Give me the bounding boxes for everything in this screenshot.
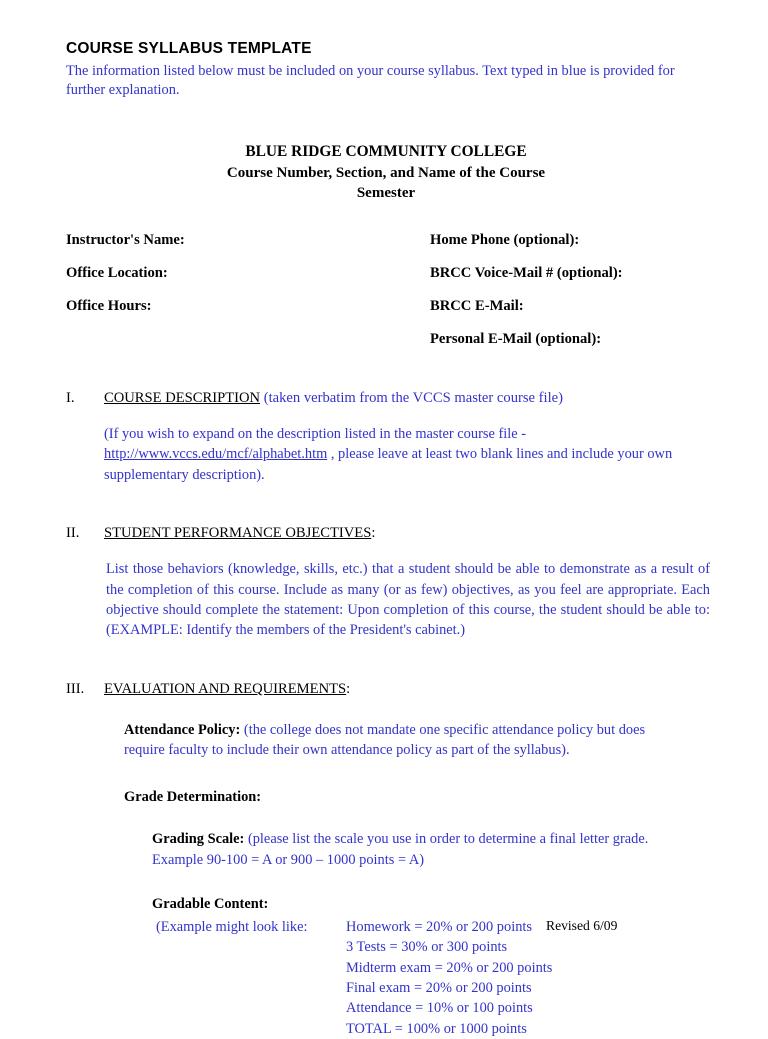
section-i-body-after: , please leave at least two blank lines and include your own supplementary description). [104, 446, 673, 483]
section-heading-iii-text: EVALUATION AND REQUIREMENTS [104, 680, 347, 697]
grading-example-items [346, 917, 706, 1039]
field-instructor-name: Instructor's Name: [66, 231, 185, 248]
vccs-master-course-file-link[interactable]: http://www.vccs.edu/mcf/alphabet.htm [104, 446, 328, 463]
section-i-body-before: (If you wish to expand on the description listed in the master course file - [104, 425, 527, 442]
field-brcc-email: BRCC E-Mail: [430, 297, 524, 314]
attendance-policy-text: (the college does not mandate one specific attendance policy but does require faculty to include their own attendance policy as part of the syllabus). [124, 721, 646, 759]
intro-paragraph: The information listed below must be included on your course syllabus. Text typed in blue is provided for further explanation. [66, 63, 675, 99]
course-line: Course Number, Section, and Name of the Course [226, 164, 546, 181]
section-numeral-i: I. [66, 389, 75, 406]
contact-column-right [430, 232, 623, 364]
grade-determination-label: Grade Determination: [124, 788, 262, 805]
grade-item-final: Final exam = 20% or 200 points [346, 980, 532, 996]
section-heading-ii-text: STUDENT PERFORMANCE OBJECTIVES [104, 525, 372, 542]
grading-example-table [152, 917, 706, 1039]
grading-example-label: (Example might look like: [156, 918, 308, 935]
page-title: COURSE SYLLABUS TEMPLATE [66, 40, 312, 57]
grading-scale-label: Grading Scale: [152, 831, 245, 848]
grade-item-attendance: Attendance = 10% or 100 points [346, 1000, 533, 1017]
grade-item-homework: Homework = 20% or 200 points [346, 918, 532, 935]
section-heading-ii-suffix: : [371, 525, 376, 542]
college-name: BLUE RIDGE COMMUNITY COLLEGE [245, 143, 527, 161]
section-heading-ii [104, 525, 706, 542]
contact-info-block [66, 232, 706, 360]
section-course-description [66, 390, 706, 485]
semester-line: Semester [356, 185, 416, 202]
grade-item-tests: 3 Tests = 30% or 300 points [346, 939, 508, 956]
grade-item-midterm: Midterm exam = 20% or 200 points [346, 959, 553, 976]
gradable-content-label: Gradable Content: [152, 896, 269, 913]
section-heading-i [104, 390, 706, 407]
attendance-policy-label: Attendance Policy: [124, 721, 241, 738]
section-evaluation-and-requirements [66, 681, 706, 1039]
section-i-body [104, 424, 740, 485]
section-heading-i-note: (taken verbatim from the VCCS master course file) [260, 389, 563, 406]
grading-scale-block [152, 829, 700, 870]
section-ii-body: List those behaviors (knowledge, skills, etc.) that a student should be able to demonstrate as a result of the completion of this course. Include as many (or as few) objectives, as you feel are appropriate. Each objective should complete the statement: Upon completion of this course, the student should be able to: (EXAMPLE: Identify the members of the President's cabinet.) [106, 561, 710, 639]
grading-scale-text: (please list the scale you use in order to determine a final letter grade. Example 90-100 = A or 900 – 1000 points = A) [152, 831, 649, 868]
attendance-policy-block [124, 720, 684, 761]
revision-footer: Revised 6/09 [546, 918, 618, 933]
gradable-content-block [152, 894, 706, 1039]
section-heading-iii-suffix: : [346, 680, 351, 697]
field-personal-email: Personal E-Mail (optional): [430, 330, 602, 347]
field-home-phone: Home Phone (optional): [430, 231, 580, 248]
section-heading-i-text: COURSE DESCRIPTION [104, 389, 261, 406]
section-student-performance-objectives [66, 525, 710, 641]
contact-column-left [66, 232, 185, 331]
college-header [66, 142, 706, 204]
grade-item-total: TOTAL = 100% or 1000 points [346, 1020, 527, 1037]
field-office-location: Office Location: [66, 264, 168, 281]
field-office-hours: Office Hours: [66, 297, 152, 314]
section-heading-iii [104, 681, 706, 698]
field-brcc-voicemail: BRCC Voice-Mail # (optional): [430, 264, 623, 281]
section-numeral-iii: III. [66, 680, 85, 697]
section-numeral-ii: II. [66, 525, 80, 542]
